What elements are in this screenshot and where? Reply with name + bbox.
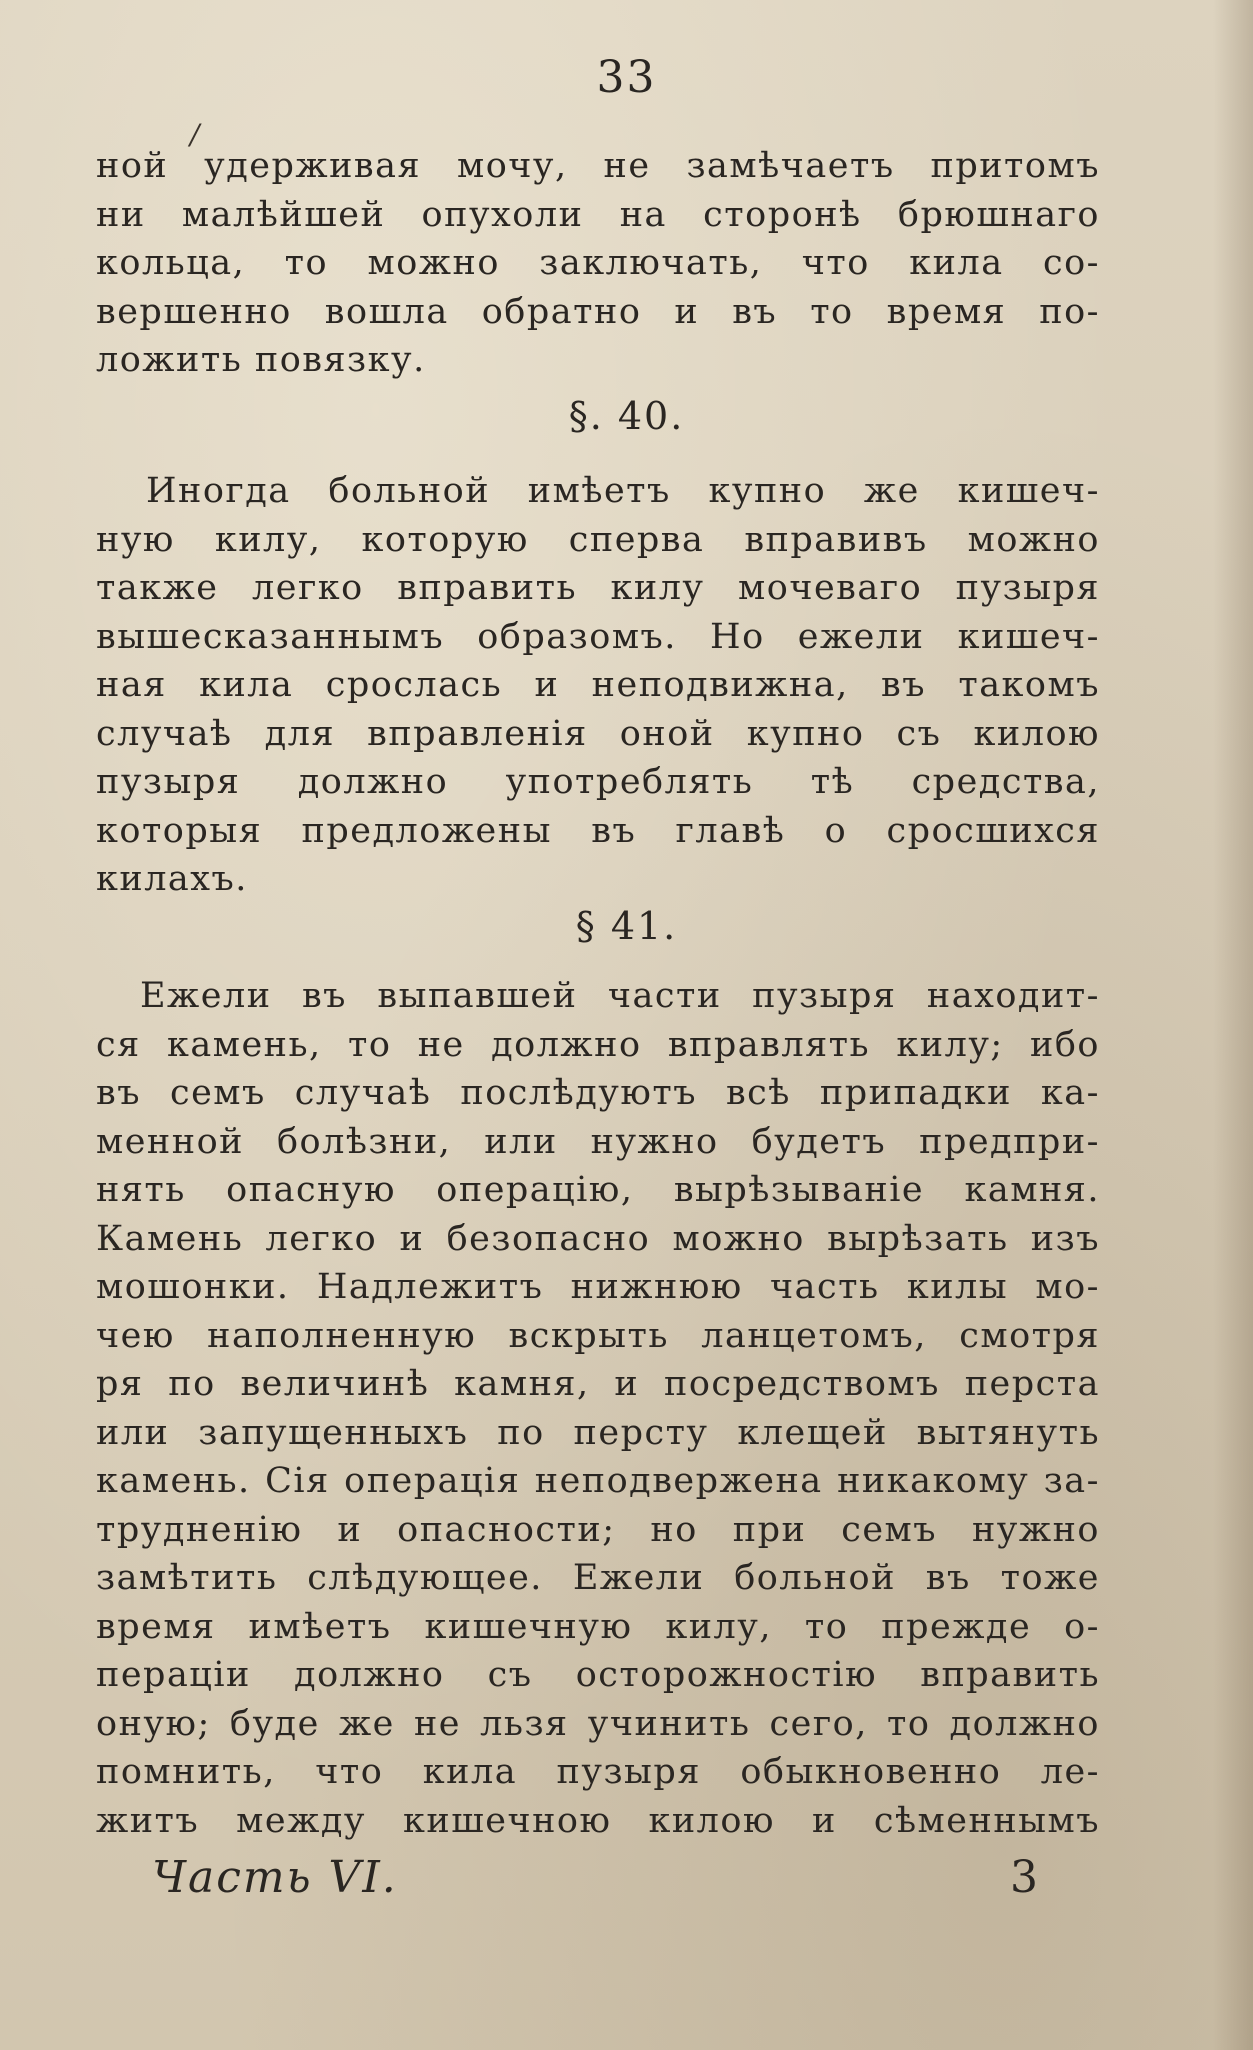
text-line: мошонки. Надлежитъ нижнюю часть килы мо- [96, 1267, 1100, 1307]
text-line: ся камень, то не должно вправлять килу; ибо [96, 1024, 1100, 1065]
paragraph-section-41 [96, 972, 1100, 1845]
text-line: ной удерживая мочу, не замѣчаетъ притомъ [96, 146, 1100, 186]
page-edge-shadow [1213, 0, 1253, 2050]
text-line: пераціи должно съ осторожностію вправить [96, 1655, 1100, 1695]
text-line: житъ между кишечною килою и сѣменнымъ [96, 1800, 1100, 1841]
text-line: менной болѣзни, или нужно будетъ предпри- [96, 1121, 1100, 1162]
text-line: килахъ. [96, 859, 248, 899]
text-line: ни малѣйшей опухоли на сторонѣ брюшнаго [96, 194, 1100, 235]
text-line: помнить, что кила пузыря обыкновенно ле- [96, 1752, 1100, 1792]
text-line: ложить повязку. [96, 340, 426, 380]
text-line: Камень легко и безопасно можно вырѣзать изъ [96, 1218, 1100, 1259]
text-line: ря по величинѣ камня, и посредствомъ перста [96, 1364, 1100, 1404]
paragraph-section-40 [96, 467, 1100, 904]
paragraph-continued [96, 142, 1100, 385]
text-line: которыя предложены въ главѣ о сросшихся [96, 810, 1100, 851]
footer-signature-mark: 3 [1010, 1852, 1038, 1903]
text-line: также легко вправить килу мочеваго пузыря [96, 568, 1100, 608]
section-heading-40: §. 40. [568, 394, 685, 438]
text-line: случаѣ для вправленія оной купно съ килою [96, 713, 1100, 754]
text-line: Ежели въ выпавшей части пузыря находит- [140, 976, 1100, 1016]
text-line: Иногда больной имѣетъ купно же кишеч- [146, 471, 1100, 511]
page-number: 33 [596, 52, 657, 103]
text-line: вышесказаннымъ образомъ. Но ежели кишеч- [96, 616, 1100, 657]
stray-ink-mark: / [190, 118, 200, 151]
footer-part-label: Часть VI. [152, 1852, 398, 1903]
text-line: ная кила срослась и неподвижна, въ такомъ [96, 665, 1100, 705]
text-line: камень. Сія операція неподвержена никакому за- [96, 1461, 1100, 1501]
text-line: время имѣетъ кишечную килу, то прежде о- [96, 1606, 1100, 1647]
text-line: чею наполненную вскрыть ланцетомъ, смотря [96, 1315, 1100, 1356]
text-line: кольца, то можно заключать, что кила со- [96, 243, 1100, 283]
text-line: нять опасную операцію, вырѣзываніе камня. [96, 1170, 1100, 1210]
text-line: замѣтить слѣдующее. Ежели больной въ тоже [96, 1558, 1100, 1598]
text-line: трудненію и опасности; но при семъ нужно [96, 1509, 1100, 1550]
section-heading-41: § 41. [575, 904, 678, 948]
text-line: пузыря должно употреблять тѣ средства, [96, 762, 1100, 802]
text-line: ную килу, которую сперва вправивъ можно [96, 519, 1100, 560]
text-line: или запущенныхъ по персту клещей вытянуть [96, 1412, 1100, 1453]
text-line: въ семъ случаѣ послѣдуютъ всѣ припадки ка- [96, 1073, 1100, 1113]
text-line: оную; буде же не льзя учинить сего, то должно [96, 1703, 1100, 1744]
text-line: вершенно вошла обратно и въ то время по- [96, 291, 1100, 332]
